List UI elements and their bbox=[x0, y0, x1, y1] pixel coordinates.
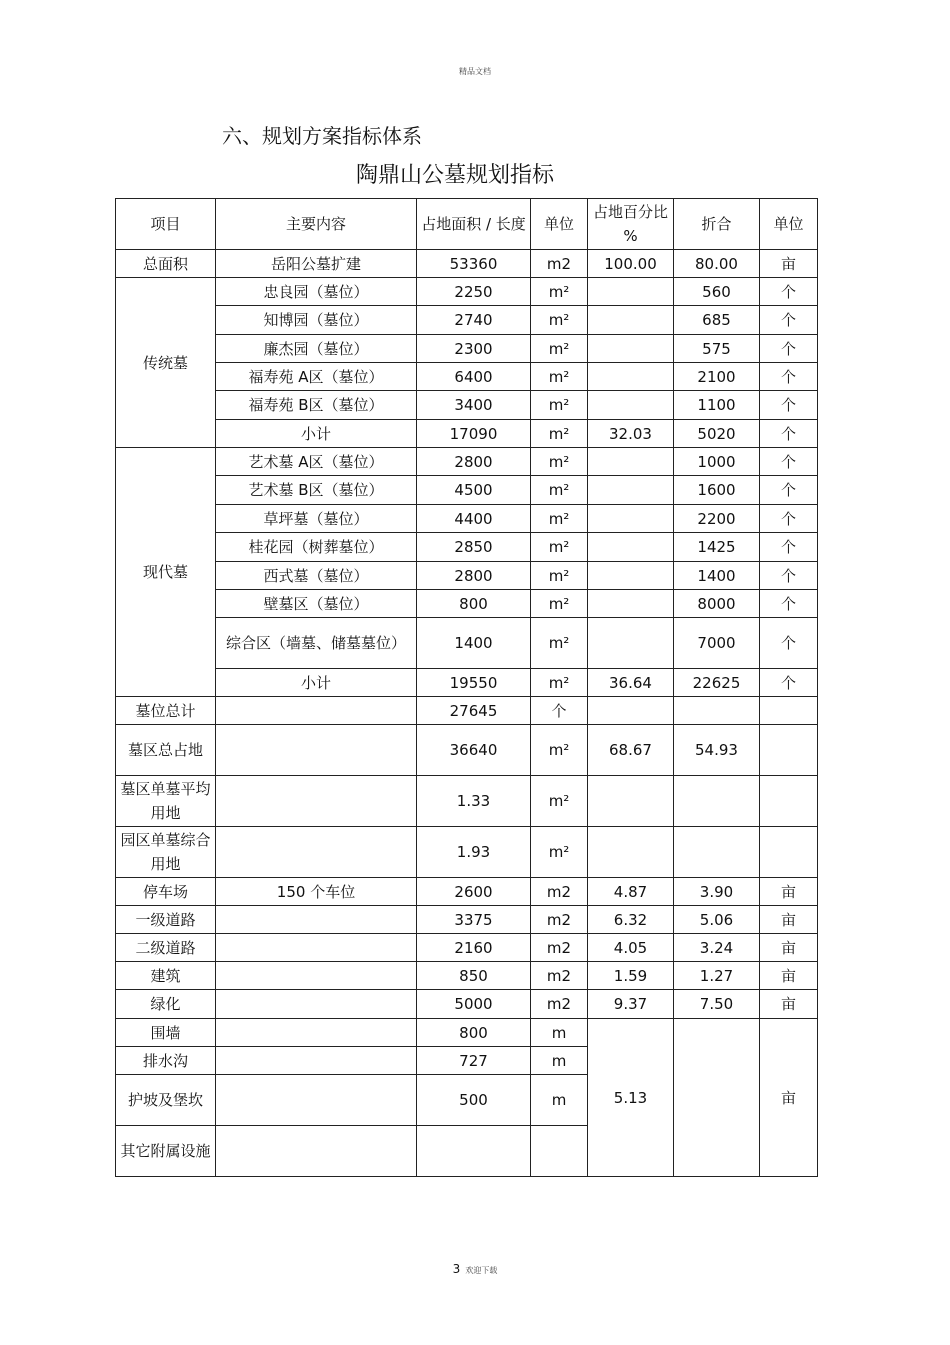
area-cell: 2850 bbox=[417, 533, 531, 562]
unit-cell: m2 bbox=[531, 990, 588, 1019]
content-cell bbox=[216, 1075, 417, 1126]
unit2-cell-merged: 亩 bbox=[760, 1019, 818, 1177]
area-cell: 500 bbox=[417, 1075, 531, 1126]
content-cell: 艺术墓 B区（墓位） bbox=[216, 476, 417, 505]
area-cell: 2300 bbox=[417, 335, 531, 363]
pct-cell bbox=[588, 363, 674, 391]
table-row bbox=[116, 278, 818, 306]
content-cell: 壁墓区（墓位） bbox=[216, 590, 417, 618]
unit2-cell: 个 bbox=[760, 448, 818, 476]
pct-cell bbox=[588, 776, 674, 827]
content-cell: 廉杰园（墓位） bbox=[216, 335, 417, 363]
pct-cell bbox=[588, 278, 674, 306]
pct-cell: 9.37 bbox=[588, 990, 674, 1019]
unit-cell: m² bbox=[531, 590, 588, 618]
area-cell: 2600 bbox=[417, 878, 531, 906]
footer-note: 欢迎下载 bbox=[465, 1266, 498, 1275]
unit-cell: m bbox=[531, 1047, 588, 1075]
unit2-cell: 个 bbox=[760, 420, 818, 448]
subtotal-row bbox=[116, 420, 818, 448]
header-cell: 占地百分比 % bbox=[588, 199, 674, 250]
conv-cell: 5.06 bbox=[674, 906, 760, 934]
pct-cell-merged: 5.13 bbox=[588, 1019, 674, 1177]
pct-cell: 6.32 bbox=[588, 906, 674, 934]
section-heading: 六、规划方案指标体系 bbox=[222, 124, 422, 148]
item-cell: 二级道路 bbox=[116, 934, 216, 962]
table-row bbox=[116, 448, 818, 476]
pct-cell: 32.03 bbox=[588, 420, 674, 448]
table-row bbox=[116, 697, 818, 725]
unit-cell: m bbox=[531, 1019, 588, 1047]
pct-cell bbox=[588, 448, 674, 476]
table-header-row bbox=[116, 199, 818, 250]
pct-cell bbox=[588, 562, 674, 590]
conv-cell: 5020 bbox=[674, 420, 760, 448]
area-cell: 800 bbox=[417, 590, 531, 618]
unit2-cell bbox=[760, 827, 818, 878]
pct-cell: 4.05 bbox=[588, 934, 674, 962]
conv-cell: 54.93 bbox=[674, 725, 760, 776]
area-cell: 850 bbox=[417, 962, 531, 990]
unit2-cell: 个 bbox=[760, 669, 818, 697]
unit2-cell: 个 bbox=[760, 618, 818, 669]
pct-cell bbox=[588, 827, 674, 878]
table-row bbox=[116, 476, 818, 505]
area-cell: 2250 bbox=[417, 278, 531, 306]
unit2-cell: 亩 bbox=[760, 250, 818, 278]
content-cell bbox=[216, 934, 417, 962]
content-cell bbox=[216, 962, 417, 990]
area-cell: 2800 bbox=[417, 562, 531, 590]
area-cell: 727 bbox=[417, 1047, 531, 1075]
content-cell: 福寿苑 A区（墓位） bbox=[216, 363, 417, 391]
unit-cell: m² bbox=[531, 562, 588, 590]
area-cell: 3375 bbox=[417, 906, 531, 934]
header-cell: 折合 bbox=[674, 199, 760, 250]
content-cell: 150 个车位 bbox=[216, 878, 417, 906]
planning-index-table bbox=[115, 198, 818, 1177]
table-row bbox=[116, 590, 818, 618]
unit2-cell: 亩 bbox=[760, 962, 818, 990]
unit2-cell: 个 bbox=[760, 590, 818, 618]
unit-cell: m² bbox=[531, 725, 588, 776]
header-cell: 占地面积 / 长度 bbox=[417, 199, 531, 250]
pct-cell: 100.00 bbox=[588, 250, 674, 278]
conv-cell: 575 bbox=[674, 335, 760, 363]
conv-cell bbox=[674, 827, 760, 878]
content-cell: 艺术墓 A区（墓位） bbox=[216, 448, 417, 476]
table-row bbox=[116, 934, 818, 962]
group-label-traditional: 传统墓 bbox=[116, 278, 216, 448]
item-cell: 墓区单墓平均用地 bbox=[116, 776, 216, 827]
unit-cell: m² bbox=[531, 505, 588, 533]
pct-cell bbox=[588, 533, 674, 562]
pct-cell: 68.67 bbox=[588, 725, 674, 776]
conv-cell: 1425 bbox=[674, 533, 760, 562]
page-footer bbox=[0, 1258, 950, 1277]
content-cell bbox=[216, 1019, 417, 1047]
area-cell: 2800 bbox=[417, 448, 531, 476]
table-row bbox=[116, 878, 818, 906]
content-cell: 综合区（墙墓、储墓墓位） bbox=[216, 618, 417, 669]
table-row bbox=[116, 391, 818, 420]
header-note: 精品文档 bbox=[459, 67, 491, 76]
pct-cell bbox=[588, 590, 674, 618]
conv-cell: 7000 bbox=[674, 618, 760, 669]
area-cell: 800 bbox=[417, 1019, 531, 1047]
unit-cell: m² bbox=[531, 533, 588, 562]
conv-cell: 1000 bbox=[674, 448, 760, 476]
table-row bbox=[116, 250, 818, 278]
unit-cell: m² bbox=[531, 420, 588, 448]
content-cell: 福寿苑 B区（墓位） bbox=[216, 391, 417, 420]
area-cell: 5000 bbox=[417, 990, 531, 1019]
pct-cell bbox=[588, 306, 674, 335]
content-cell: 草坪墓（墓位） bbox=[216, 505, 417, 533]
content-cell bbox=[216, 697, 417, 725]
pct-cell bbox=[588, 697, 674, 725]
unit2-cell: 个 bbox=[760, 476, 818, 505]
item-cell: 绿化 bbox=[116, 990, 216, 1019]
conv-cell-merged bbox=[674, 1019, 760, 1177]
unit-cell: m² bbox=[531, 306, 588, 335]
item-cell: 总面积 bbox=[116, 250, 216, 278]
conv-cell: 1100 bbox=[674, 391, 760, 420]
content-cell: 忠良园（墓位） bbox=[216, 278, 417, 306]
unit2-cell: 个 bbox=[760, 306, 818, 335]
pct-cell: 4.87 bbox=[588, 878, 674, 906]
pct-cell bbox=[588, 335, 674, 363]
unit2-cell: 亩 bbox=[760, 906, 818, 934]
pct-cell: 36.64 bbox=[588, 669, 674, 697]
table-row bbox=[116, 1019, 818, 1047]
conv-cell bbox=[674, 697, 760, 725]
item-cell: 护坡及堡坎 bbox=[116, 1075, 216, 1126]
conv-cell: 22625 bbox=[674, 669, 760, 697]
pct-cell bbox=[588, 505, 674, 533]
content-cell: 桂花园（树葬墓位） bbox=[216, 533, 417, 562]
conv-cell: 2100 bbox=[674, 363, 760, 391]
unit-cell: m2 bbox=[531, 878, 588, 906]
item-cell: 墓位总计 bbox=[116, 697, 216, 725]
conv-cell: 2200 bbox=[674, 505, 760, 533]
area-cell: 2740 bbox=[417, 306, 531, 335]
table-row bbox=[116, 827, 818, 878]
conv-cell: 3.24 bbox=[674, 934, 760, 962]
unit-cell: m2 bbox=[531, 962, 588, 990]
content-cell: 西式墓（墓位） bbox=[216, 562, 417, 590]
conv-cell: 80.00 bbox=[674, 250, 760, 278]
unit2-cell bbox=[760, 725, 818, 776]
unit-cell: m² bbox=[531, 618, 588, 669]
table-row bbox=[116, 505, 818, 533]
unit-cell: m² bbox=[531, 278, 588, 306]
conv-cell: 7.50 bbox=[674, 990, 760, 1019]
conv-cell: 8000 bbox=[674, 590, 760, 618]
item-cell: 围墙 bbox=[116, 1019, 216, 1047]
item-cell: 墓区总占地 bbox=[116, 725, 216, 776]
area-cell: 3400 bbox=[417, 391, 531, 420]
table-row bbox=[116, 962, 818, 990]
conv-cell: 685 bbox=[674, 306, 760, 335]
pct-cell bbox=[588, 476, 674, 505]
content-cell: 小计 bbox=[216, 420, 417, 448]
header-cell: 单位 bbox=[760, 199, 818, 250]
conv-cell bbox=[674, 776, 760, 827]
area-cell bbox=[417, 1126, 531, 1177]
area-cell: 6400 bbox=[417, 363, 531, 391]
unit2-cell: 个 bbox=[760, 562, 818, 590]
conv-cell: 1400 bbox=[674, 562, 760, 590]
content-cell: 岳阳公墓扩建 bbox=[216, 250, 417, 278]
area-cell: 53360 bbox=[417, 250, 531, 278]
unit-cell: m2 bbox=[531, 906, 588, 934]
content-cell bbox=[216, 1047, 417, 1075]
item-cell: 其它附属设施 bbox=[116, 1126, 216, 1177]
unit2-cell: 亩 bbox=[760, 990, 818, 1019]
unit2-cell: 个 bbox=[760, 335, 818, 363]
group-label-modern: 现代墓 bbox=[116, 448, 216, 697]
table-row bbox=[116, 533, 818, 562]
item-cell: 园区单墓综合用地 bbox=[116, 827, 216, 878]
area-cell: 27645 bbox=[417, 697, 531, 725]
content-cell: 小计 bbox=[216, 669, 417, 697]
item-cell: 排水沟 bbox=[116, 1047, 216, 1075]
table-row bbox=[116, 725, 818, 776]
unit-cell: m² bbox=[531, 335, 588, 363]
content-cell bbox=[216, 827, 417, 878]
area-cell: 36640 bbox=[417, 725, 531, 776]
unit-cell: m² bbox=[531, 476, 588, 505]
page-title: 陶鼎山公墓规划指标 bbox=[355, 163, 554, 188]
area-cell: 4400 bbox=[417, 505, 531, 533]
table-row bbox=[116, 990, 818, 1019]
area-cell: 1.93 bbox=[417, 827, 531, 878]
unit2-cell: 个 bbox=[760, 391, 818, 420]
table-row bbox=[116, 906, 818, 934]
content-cell bbox=[216, 990, 417, 1019]
conv-cell: 3.90 bbox=[674, 878, 760, 906]
unit-cell: m² bbox=[531, 363, 588, 391]
content-cell bbox=[216, 725, 417, 776]
conv-cell: 1.27 bbox=[674, 962, 760, 990]
unit2-cell: 个 bbox=[760, 533, 818, 562]
unit2-cell bbox=[760, 776, 818, 827]
unit-cell: m² bbox=[531, 669, 588, 697]
table-row bbox=[116, 363, 818, 391]
header-cell: 项目 bbox=[116, 199, 216, 250]
page-number: 3 bbox=[452, 1262, 461, 1276]
conv-cell: 560 bbox=[674, 278, 760, 306]
unit2-cell: 个 bbox=[760, 505, 818, 533]
unit-cell: m2 bbox=[531, 250, 588, 278]
table-row bbox=[116, 776, 818, 827]
unit-cell: 个 bbox=[531, 697, 588, 725]
header-cell: 单位 bbox=[531, 199, 588, 250]
unit-cell: m² bbox=[531, 448, 588, 476]
unit2-cell: 个 bbox=[760, 278, 818, 306]
unit2-cell: 亩 bbox=[760, 878, 818, 906]
pct-cell bbox=[588, 618, 674, 669]
unit-cell bbox=[531, 1126, 588, 1177]
area-cell: 17090 bbox=[417, 420, 531, 448]
unit2-cell bbox=[760, 697, 818, 725]
pct-cell: 1.59 bbox=[588, 962, 674, 990]
content-cell bbox=[216, 1126, 417, 1177]
unit-cell: m bbox=[531, 1075, 588, 1126]
content-cell: 知博园（墓位） bbox=[216, 306, 417, 335]
content-cell bbox=[216, 906, 417, 934]
table-row bbox=[116, 335, 818, 363]
item-cell: 一级道路 bbox=[116, 906, 216, 934]
unit-cell: m² bbox=[531, 391, 588, 420]
item-cell: 停车场 bbox=[116, 878, 216, 906]
subtotal-row bbox=[116, 669, 818, 697]
area-cell: 1400 bbox=[417, 618, 531, 669]
conv-cell: 1600 bbox=[674, 476, 760, 505]
unit-cell: m² bbox=[531, 776, 588, 827]
table-row bbox=[116, 562, 818, 590]
unit2-cell: 亩 bbox=[760, 934, 818, 962]
unit-cell: m2 bbox=[531, 934, 588, 962]
area-cell: 2160 bbox=[417, 934, 531, 962]
content-cell bbox=[216, 776, 417, 827]
area-cell: 1.33 bbox=[417, 776, 531, 827]
table-row bbox=[116, 618, 818, 669]
area-cell: 19550 bbox=[417, 669, 531, 697]
table-row bbox=[116, 306, 818, 335]
area-cell: 4500 bbox=[417, 476, 531, 505]
header-cell: 主要内容 bbox=[216, 199, 417, 250]
unit-cell: m² bbox=[531, 827, 588, 878]
pct-cell bbox=[588, 391, 674, 420]
item-cell: 建筑 bbox=[116, 962, 216, 990]
unit2-cell: 个 bbox=[760, 363, 818, 391]
